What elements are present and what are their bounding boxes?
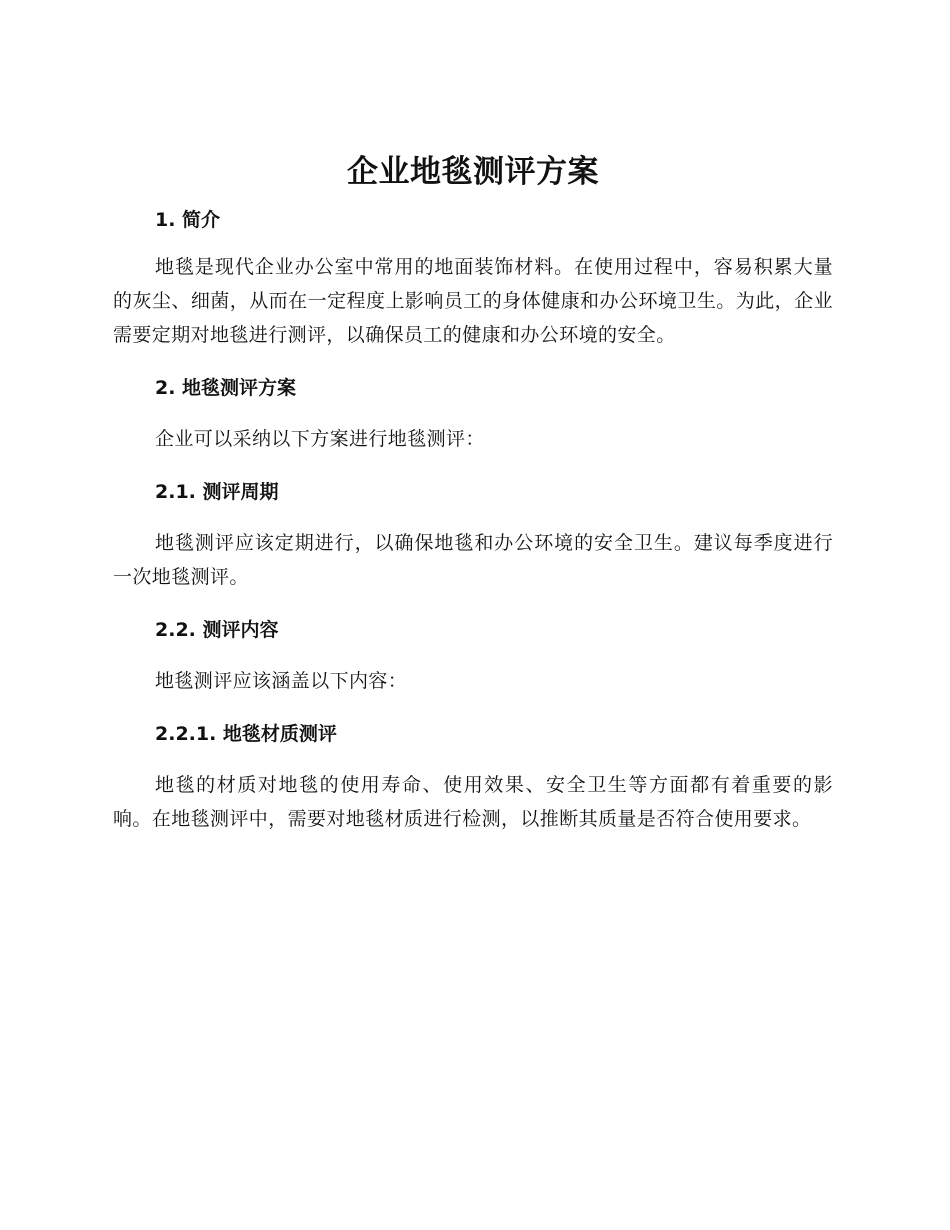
paragraph-intro: 地毯是现代企业办公室中常用的地面装饰材料。在使用过程中，容易积累大量的灰尘、细菌，从而在一定程度上影响员工的身体健康和办公环境卫生。为此，企业需要定期对地毯进行测评，以确保员工的健康和办公环境的安全。 [113, 256, 833, 346]
paragraph-material: 地毯的材质对地毯的使用寿命、使用效果、安全卫生等方面都有着重要的影响。在地毯测评中，需要对地毯材质进行检测，以推断其质量是否符合使用要求。 [113, 774, 833, 830]
section-heading-plan: 2. 地毯测评方案 [155, 377, 297, 399]
paragraph-cycle: 地毯测评应该定期进行，以确保地毯和办公环境的安全卫生。建议每季度进行一次地毯测评。 [113, 532, 833, 588]
paragraph-plan: 企业可以采纳以下方案进行地毯测评： [155, 428, 485, 450]
section-heading-cycle: 2.1. 测评周期 [155, 481, 279, 503]
document-title: 企业地毯测评方案 [347, 154, 599, 190]
section-heading-intro: 1. 简介 [155, 209, 221, 231]
section-heading-content: 2.2. 测评内容 [155, 619, 279, 641]
document-content [113, 150, 833, 836]
section-heading-material: 2.2.1. 地毯材质测评 [155, 723, 337, 745]
paragraph-content: 地毯测评应该涵盖以下内容： [155, 670, 408, 692]
